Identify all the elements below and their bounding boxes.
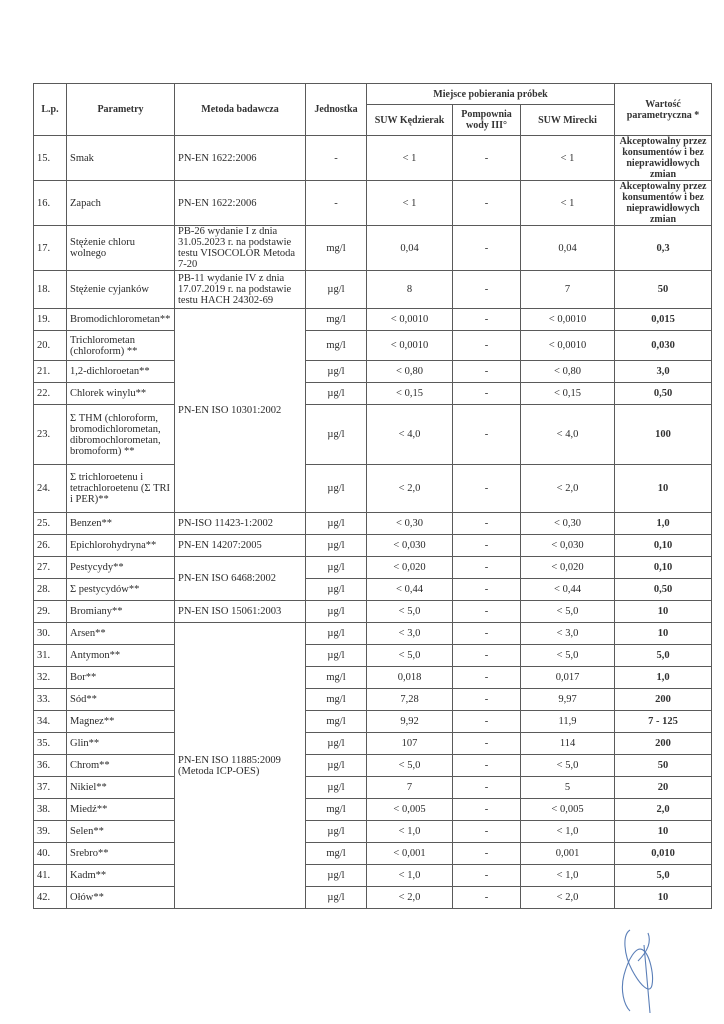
value-pompownia: - — [453, 513, 521, 535]
row-number: 19. — [34, 309, 67, 331]
header-param-value: Wartość parametryczna * — [615, 84, 712, 136]
value-pompownia: - — [453, 309, 521, 331]
value-mirecki: < 0,15 — [521, 383, 615, 405]
value-kedzierak: 7,28 — [367, 689, 453, 711]
value-kedzierak: < 0,80 — [367, 361, 453, 383]
unit-cell: mg/l — [306, 309, 367, 331]
parametric-value: 10 — [615, 623, 712, 645]
value-mirecki: < 0,005 — [521, 799, 615, 821]
value-kedzierak: < 0,0010 — [367, 331, 453, 361]
parametric-value: 1,0 — [615, 513, 712, 535]
row-number: 28. — [34, 579, 67, 601]
method-cell: PN-EN ISO 10301:2002 — [175, 309, 306, 513]
unit-cell: mg/l — [306, 226, 367, 271]
table-row — [34, 865, 712, 887]
table-row — [34, 799, 712, 821]
unit-cell: µg/l — [306, 623, 367, 645]
value-kedzierak: < 5,0 — [367, 601, 453, 623]
parametric-value: 2,0 — [615, 799, 712, 821]
value-pompownia: - — [453, 887, 521, 909]
table-row — [34, 711, 712, 733]
header-site-mirecki: SUW Mirecki — [521, 105, 615, 136]
unit-cell: µg/l — [306, 777, 367, 799]
parametric-value: 200 — [615, 689, 712, 711]
value-mirecki: < 0,030 — [521, 535, 615, 557]
parameter-name: Σ THM (chloroform, bromodichlorometan, dibromochlorometan, bromoform) ** — [67, 405, 175, 465]
value-kedzierak: < 2,0 — [367, 887, 453, 909]
value-kedzierak: < 1,0 — [367, 865, 453, 887]
parametric-value: 0,50 — [615, 579, 712, 601]
unit-cell: µg/l — [306, 601, 367, 623]
value-mirecki: < 5,0 — [521, 601, 615, 623]
value-pompownia: - — [453, 623, 521, 645]
value-kedzierak: < 0,30 — [367, 513, 453, 535]
parametric-value: 3,0 — [615, 361, 712, 383]
parameter-name: Bor** — [67, 667, 175, 689]
value-kedzierak: 0,018 — [367, 667, 453, 689]
value-pompownia: - — [453, 271, 521, 309]
table-row — [34, 226, 712, 271]
unit-cell: - — [306, 181, 367, 226]
value-mirecki: < 1,0 — [521, 865, 615, 887]
table-row — [34, 645, 712, 667]
parametric-value: 10 — [615, 821, 712, 843]
parameter-name: Epichlorohydryna** — [67, 535, 175, 557]
unit-cell: µg/l — [306, 465, 367, 513]
table-row — [34, 331, 712, 361]
value-kedzierak: < 1 — [367, 136, 453, 181]
parameter-name: Arsen** — [67, 623, 175, 645]
parameter-name: Zapach — [67, 181, 175, 226]
header-row — [34, 84, 712, 105]
parametric-value: Akceptowalny przez konsumentów i bez nieprawidłowych zmian — [615, 136, 712, 181]
value-kedzierak: < 0,030 — [367, 535, 453, 557]
parametric-value: 0,10 — [615, 535, 712, 557]
row-number: 37. — [34, 777, 67, 799]
row-number: 41. — [34, 865, 67, 887]
value-pompownia: - — [453, 579, 521, 601]
method-cell: PB-26 wydanie I z dnia 31.05.2023 r. na podstawie testu VISOCOLOR Metoda 7-20 — [175, 226, 306, 271]
parametric-value: 0,030 — [615, 331, 712, 361]
table-row — [34, 535, 712, 557]
value-pompownia: - — [453, 821, 521, 843]
parameter-name: Trichlorometan (chloroform) ** — [67, 331, 175, 361]
value-pompownia: - — [453, 777, 521, 799]
row-number: 38. — [34, 799, 67, 821]
unit-cell: mg/l — [306, 689, 367, 711]
value-kedzierak: < 4,0 — [367, 405, 453, 465]
row-number: 20. — [34, 331, 67, 361]
value-pompownia: - — [453, 383, 521, 405]
row-number: 35. — [34, 733, 67, 755]
value-kedzierak: < 0,005 — [367, 799, 453, 821]
value-kedzierak: < 0,001 — [367, 843, 453, 865]
parametric-value: 0,010 — [615, 843, 712, 865]
value-mirecki: < 2,0 — [521, 887, 615, 909]
row-number: 31. — [34, 645, 67, 667]
value-mirecki: 9,97 — [521, 689, 615, 711]
unit-cell: mg/l — [306, 667, 367, 689]
value-kedzierak: < 1 — [367, 181, 453, 226]
method-cell: PN-EN ISO 15061:2003 — [175, 601, 306, 623]
table-row — [34, 777, 712, 799]
header-sampling-group: Miejsce pobierania próbek — [367, 84, 615, 105]
table-row — [34, 309, 712, 331]
header-site-kedzierak: SUW Kędzierak — [367, 105, 453, 136]
table-row — [34, 821, 712, 843]
table-row — [34, 361, 712, 383]
value-pompownia: - — [453, 711, 521, 733]
parametric-value: 20 — [615, 777, 712, 799]
value-mirecki: < 0,0010 — [521, 309, 615, 331]
parameter-name: Bromiany** — [67, 601, 175, 623]
value-mirecki: < 1 — [521, 136, 615, 181]
value-pompownia: - — [453, 667, 521, 689]
unit-cell: µg/l — [306, 755, 367, 777]
parameter-name: Srebro** — [67, 843, 175, 865]
value-kedzierak: < 2,0 — [367, 465, 453, 513]
parameter-name: Kadm** — [67, 865, 175, 887]
header-method: Metoda badawcza — [175, 84, 306, 136]
value-pompownia: - — [453, 601, 521, 623]
value-kedzierak: 0,04 — [367, 226, 453, 271]
table-row — [34, 405, 712, 465]
value-pompownia: - — [453, 865, 521, 887]
value-kedzierak: 107 — [367, 733, 453, 755]
table-row — [34, 733, 712, 755]
parameter-name: Benzen** — [67, 513, 175, 535]
method-cell: PN-EN 1622:2006 — [175, 181, 306, 226]
parametric-value: 200 — [615, 733, 712, 755]
table-row — [34, 271, 712, 309]
row-number: 18. — [34, 271, 67, 309]
unit-cell: µg/l — [306, 733, 367, 755]
value-pompownia: - — [453, 733, 521, 755]
signature-icon — [610, 925, 670, 1015]
row-number: 34. — [34, 711, 67, 733]
parametric-value: 0,50 — [615, 383, 712, 405]
results-table — [33, 83, 712, 909]
value-kedzierak: < 0,15 — [367, 383, 453, 405]
row-number: 27. — [34, 557, 67, 579]
value-pompownia: - — [453, 136, 521, 181]
row-number: 30. — [34, 623, 67, 645]
unit-cell: mg/l — [306, 711, 367, 733]
unit-cell: - — [306, 136, 367, 181]
header-unit: Jednostka — [306, 84, 367, 136]
value-mirecki: 0,001 — [521, 843, 615, 865]
method-cell: PN-ISO 11423-1:2002 — [175, 513, 306, 535]
parameter-name: Glin** — [67, 733, 175, 755]
parameter-name: Chlorek winylu** — [67, 383, 175, 405]
table-row — [34, 667, 712, 689]
table-row — [34, 843, 712, 865]
method-cell: PN-EN 14207:2005 — [175, 535, 306, 557]
table-row — [34, 383, 712, 405]
table-row — [34, 181, 712, 226]
value-kedzierak: < 0,0010 — [367, 309, 453, 331]
value-mirecki: < 5,0 — [521, 755, 615, 777]
method-cell: PN-EN ISO 11885:2009 (Metoda ICP-OES) — [175, 623, 306, 909]
row-number: 39. — [34, 821, 67, 843]
parametric-value: 50 — [615, 755, 712, 777]
row-number: 17. — [34, 226, 67, 271]
unit-cell: µg/l — [306, 271, 367, 309]
unit-cell: µg/l — [306, 513, 367, 535]
header-lp: L.p. — [34, 84, 67, 136]
row-number: 32. — [34, 667, 67, 689]
unit-cell: µg/l — [306, 865, 367, 887]
header-site-pompownia: Pompownia wody III° — [453, 105, 521, 136]
parametric-value: 50 — [615, 271, 712, 309]
value-pompownia: - — [453, 405, 521, 465]
row-number: 36. — [34, 755, 67, 777]
value-mirecki: < 5,0 — [521, 645, 615, 667]
value-mirecki: < 0,020 — [521, 557, 615, 579]
value-pompownia: - — [453, 755, 521, 777]
row-number: 21. — [34, 361, 67, 383]
parameter-name: Stężenie chloru wolnego — [67, 226, 175, 271]
parametric-value: 1,0 — [615, 667, 712, 689]
row-number: 16. — [34, 181, 67, 226]
value-mirecki: 114 — [521, 733, 615, 755]
row-number: 25. — [34, 513, 67, 535]
parametric-value: 0,015 — [615, 309, 712, 331]
value-pompownia: - — [453, 465, 521, 513]
parameter-name: Pestycydy** — [67, 557, 175, 579]
parametric-value: 0,3 — [615, 226, 712, 271]
parametric-value: 10 — [615, 887, 712, 909]
row-number: 33. — [34, 689, 67, 711]
value-mirecki: < 3,0 — [521, 623, 615, 645]
value-kedzierak: < 3,0 — [367, 623, 453, 645]
value-mirecki: < 4,0 — [521, 405, 615, 465]
parameter-name: Ołów** — [67, 887, 175, 909]
table-row — [34, 557, 712, 579]
parameter-name: Miedź** — [67, 799, 175, 821]
parametric-value: 5,0 — [615, 645, 712, 667]
row-number: 29. — [34, 601, 67, 623]
header-param: Parametry — [67, 84, 175, 136]
value-pompownia: - — [453, 557, 521, 579]
parametric-value: 10 — [615, 465, 712, 513]
method-cell: PN-EN ISO 6468:2002 — [175, 557, 306, 601]
value-pompownia: - — [453, 226, 521, 271]
value-mirecki: < 1 — [521, 181, 615, 226]
row-number: 42. — [34, 887, 67, 909]
parameter-name: Nikiel** — [67, 777, 175, 799]
value-pompownia: - — [453, 645, 521, 667]
value-kedzierak: 9,92 — [367, 711, 453, 733]
unit-cell: mg/l — [306, 331, 367, 361]
table-row — [34, 136, 712, 181]
value-mirecki: 0,017 — [521, 667, 615, 689]
method-cell: PN-EN 1622:2006 — [175, 136, 306, 181]
parameter-name: Bromodichlorometan** — [67, 309, 175, 331]
parametric-value: Akceptowalny przez konsumentów i bez nieprawidłowych zmian — [615, 181, 712, 226]
results-body — [34, 136, 712, 909]
parametric-value: 5,0 — [615, 865, 712, 887]
unit-cell: µg/l — [306, 535, 367, 557]
parameter-name: Selen** — [67, 821, 175, 843]
unit-cell: µg/l — [306, 887, 367, 909]
value-mirecki: < 1,0 — [521, 821, 615, 843]
unit-cell: µg/l — [306, 557, 367, 579]
value-mirecki: < 0,80 — [521, 361, 615, 383]
value-mirecki: < 2,0 — [521, 465, 615, 513]
parametric-value: 100 — [615, 405, 712, 465]
parameter-name: Magnez** — [67, 711, 175, 733]
value-mirecki: 7 — [521, 271, 615, 309]
parameter-name: 1,2-dichloroetan** — [67, 361, 175, 383]
parametric-value: 7 - 125 — [615, 711, 712, 733]
parameter-name: Σ pestycydów** — [67, 579, 175, 601]
parametric-value: 0,10 — [615, 557, 712, 579]
row-number: 24. — [34, 465, 67, 513]
table-row — [34, 755, 712, 777]
parameter-name: Σ trichloroetenu i tetrachloroetenu (Σ TRI i PER)** — [67, 465, 175, 513]
parameter-name: Chrom** — [67, 755, 175, 777]
unit-cell: µg/l — [306, 579, 367, 601]
table-row — [34, 579, 712, 601]
row-number: 23. — [34, 405, 67, 465]
unit-cell: µg/l — [306, 405, 367, 465]
value-mirecki: < 0,44 — [521, 579, 615, 601]
parameter-name: Stężenie cyjanków — [67, 271, 175, 309]
value-kedzierak: < 0,44 — [367, 579, 453, 601]
value-kedzierak: < 5,0 — [367, 755, 453, 777]
value-kedzierak: < 1,0 — [367, 821, 453, 843]
table-row — [34, 887, 712, 909]
unit-cell: µg/l — [306, 383, 367, 405]
unit-cell: mg/l — [306, 843, 367, 865]
table-row — [34, 689, 712, 711]
value-mirecki: < 0,30 — [521, 513, 615, 535]
value-mirecki: 0,04 — [521, 226, 615, 271]
table-row — [34, 465, 712, 513]
parameter-name: Sód** — [67, 689, 175, 711]
value-pompownia: - — [453, 689, 521, 711]
value-kedzierak: 7 — [367, 777, 453, 799]
value-kedzierak: < 5,0 — [367, 645, 453, 667]
parametric-value: 10 — [615, 601, 712, 623]
value-pompownia: - — [453, 361, 521, 383]
value-mirecki: < 0,0010 — [521, 331, 615, 361]
row-number: 26. — [34, 535, 67, 557]
unit-cell: mg/l — [306, 799, 367, 821]
table-row — [34, 623, 712, 645]
value-pompownia: - — [453, 535, 521, 557]
unit-cell: µg/l — [306, 361, 367, 383]
value-kedzierak: < 0,020 — [367, 557, 453, 579]
row-number: 22. — [34, 383, 67, 405]
table-row — [34, 601, 712, 623]
value-kedzierak: 8 — [367, 271, 453, 309]
row-number: 40. — [34, 843, 67, 865]
value-mirecki: 11,9 — [521, 711, 615, 733]
table-row — [34, 513, 712, 535]
value-mirecki: 5 — [521, 777, 615, 799]
row-number: 15. — [34, 136, 67, 181]
unit-cell: µg/l — [306, 645, 367, 667]
unit-cell: µg/l — [306, 821, 367, 843]
value-pompownia: - — [453, 799, 521, 821]
value-pompownia: - — [453, 843, 521, 865]
method-cell: PB-11 wydanie IV z dnia 17.07.2019 r. na podstawie testu HACH 24302-69 — [175, 271, 306, 309]
parameter-name: Smak — [67, 136, 175, 181]
value-pompownia: - — [453, 331, 521, 361]
value-pompownia: - — [453, 181, 521, 226]
parameter-name: Antymon** — [67, 645, 175, 667]
